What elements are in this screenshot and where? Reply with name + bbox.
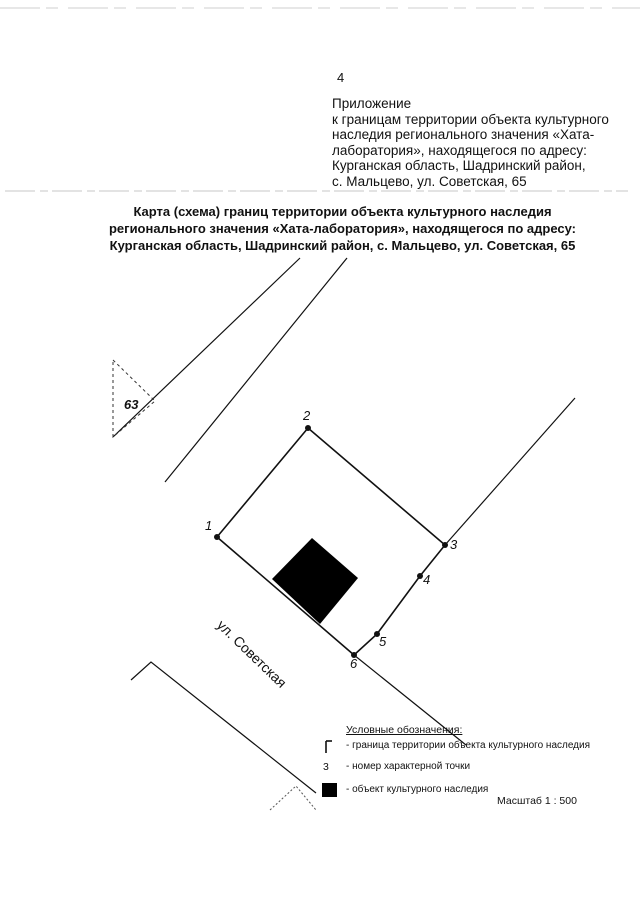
map-title-line: регионального значения «Хата-лаборатория», находящегося по адресу: [108, 221, 576, 236]
boundary-line-icon [320, 738, 340, 756]
street-label: ул. Советская [213, 616, 290, 691]
point-number-sample: 3 [323, 761, 329, 773]
black-square-icon [320, 782, 340, 800]
point-label-6: 6 [350, 656, 358, 671]
boundary-point-3 [442, 542, 448, 548]
map-scale: Масштаб 1 : 500 [497, 795, 577, 807]
street-edge-right [445, 398, 575, 545]
appendix-line: к границам территории объекта культурного [332, 111, 609, 127]
page-number: 4 [337, 70, 345, 85]
legend-item-text: - номер характерной точки [346, 761, 471, 772]
legend-item-text: - объект культурного наследия [346, 784, 489, 795]
legend-title: Условные обозначения: [346, 724, 463, 736]
appendix-line: с. Мальцево, ул. Советская, 65 [332, 173, 527, 189]
point-label-4: 4 [423, 572, 431, 587]
point-label-3: 3 [450, 537, 458, 552]
appendix-line: Курганская область, Шадринский район, [332, 158, 586, 174]
map-title-line: Курганская область, Шадринский район, с. Мальцево, ул. Советская, 65 [109, 238, 576, 253]
boundary-point-2 [305, 425, 311, 431]
appendix-line: Приложение [332, 96, 412, 111]
legend-item-text: - граница территории объекта культурного наследия [346, 740, 591, 751]
street-edge-outer [113, 258, 300, 437]
appendix-line: лаборатория», находящегося по адресу: [332, 142, 587, 158]
boundary-point-1 [214, 534, 220, 540]
point-label-5: 5 [379, 634, 387, 649]
point-label-2: 2 [303, 408, 311, 423]
street-edge-bottom [131, 662, 316, 793]
neighbor-parcel-label: 63 [124, 397, 139, 412]
map-title-line: Карта (схема) границ территории объекта культурного наследия [133, 204, 552, 219]
point-label-1: 1 [205, 518, 213, 533]
street-edge-inner [165, 258, 347, 482]
heritage-territory-boundary [217, 428, 445, 655]
heritage-object [272, 538, 358, 624]
appendix-line: наследия регионального значения «Хата- [332, 127, 595, 143]
neighbor-parcel-lower [270, 786, 316, 810]
